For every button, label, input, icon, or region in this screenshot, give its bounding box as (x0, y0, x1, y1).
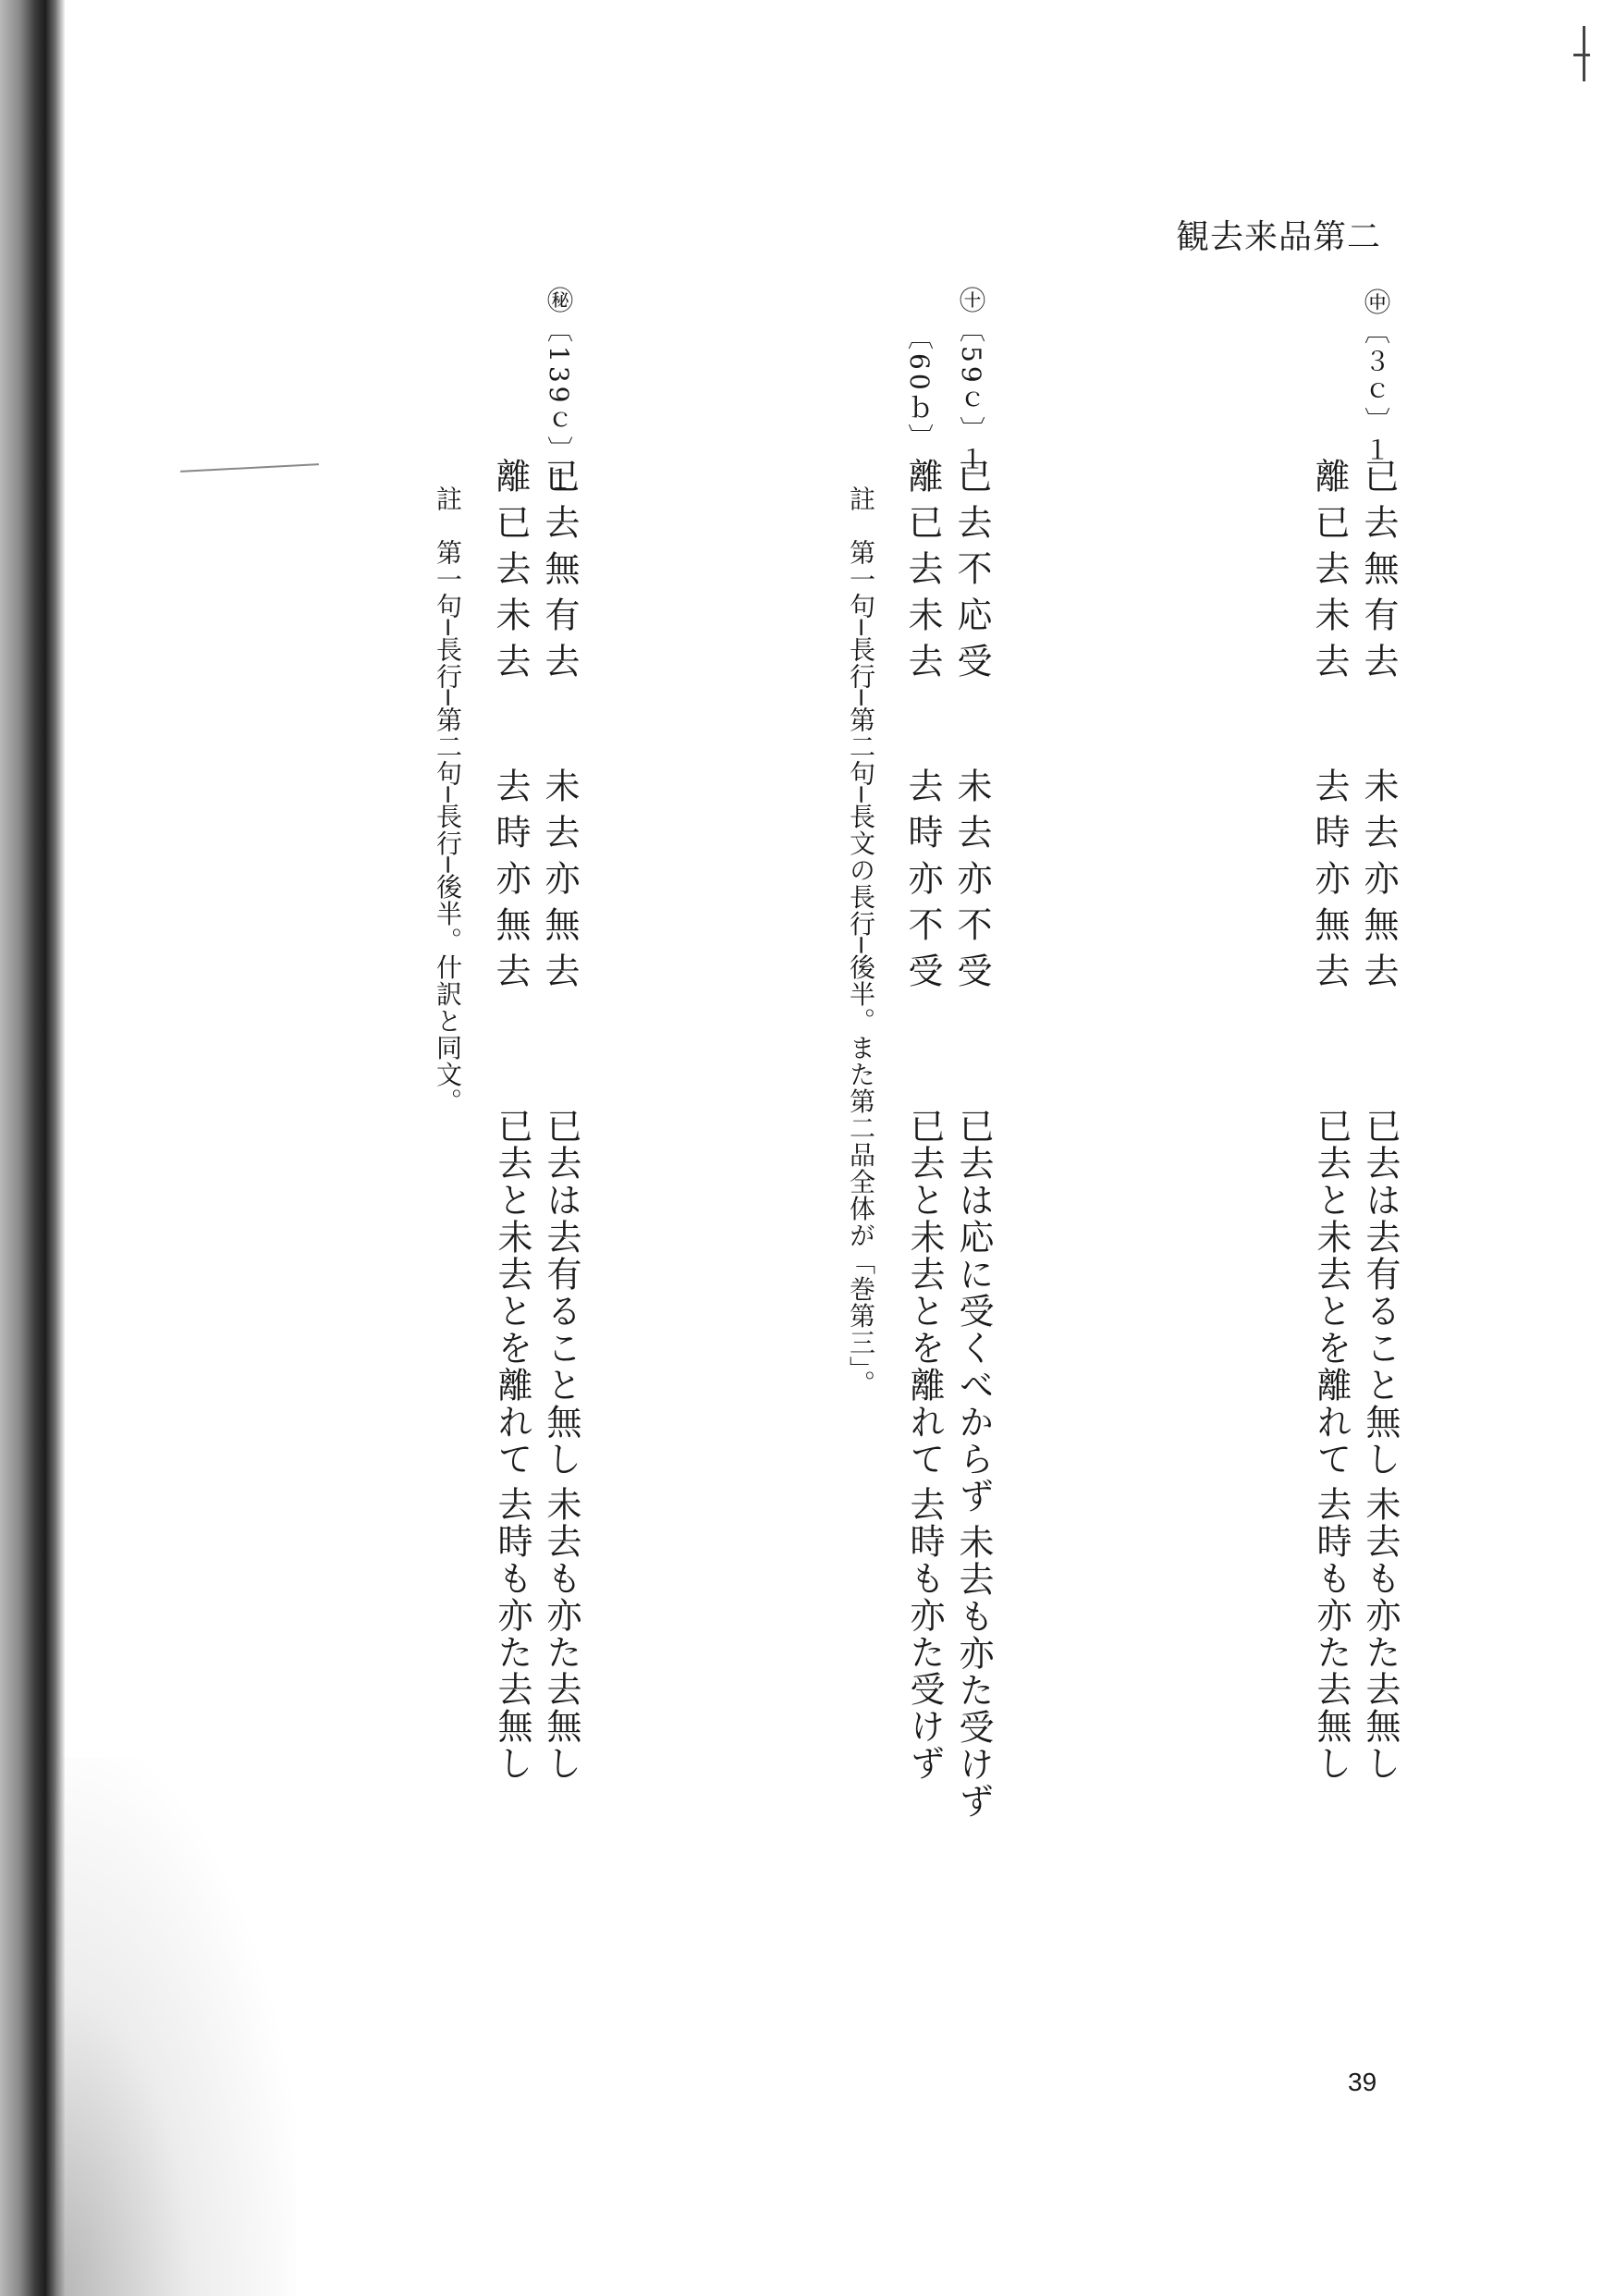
block-2-note: 註 第一句─長行─第二句─長文の長行─後半。また第二品全体が「巻第三」。 (846, 485, 876, 1397)
page-number: 39 (1348, 2068, 1377, 2096)
block-2-reference-2: 〔60ｂ〕 (904, 324, 935, 453)
block-1-verse-line1-a: 已去無有去 (1358, 458, 1399, 689)
block-2-translation-line1-b: 未去も亦た受けず (953, 1524, 994, 1820)
block-3-translation-line1-b: 未去も亦た去無し (541, 1486, 581, 1782)
crop-mark (1583, 26, 1585, 81)
block-2-translation-line2-b: 去時も亦た受けず (904, 1486, 945, 1782)
block-1-verse-line1-b: 未去亦無去 (1358, 767, 1399, 999)
block-3-translation-line2-a: 已去と未去とを離れて (492, 1108, 532, 1478)
block-2-verse-line1-b: 未去亦不受 (951, 767, 992, 999)
block-2-translation-line2-a: 已去と未去とを離れて (904, 1108, 945, 1478)
block-2-reference: ㊉〔59ｃ〕１ (956, 287, 986, 475)
block-3-verse-line2-a: 離已去未去 (490, 458, 531, 689)
block-1-translation-line1-a: 已去は去有ること無し (1360, 1108, 1401, 1478)
block-2-translation-line1-a: 已去は応に受くべからず (953, 1108, 994, 1515)
block-3-reference: ㊙〔139ｃ〕１ (544, 287, 574, 496)
block-3-translation-line2-b: 去時も亦た去無し (492, 1486, 532, 1782)
block-3-verse-line1-a: 已去無有去 (539, 458, 580, 689)
block-1-verse-line2-b: 去時亦無去 (1309, 767, 1350, 999)
block-3-verse-line2-b: 去時亦無去 (490, 767, 531, 999)
block-1-translation-line2-a: 已去と未去とを離れて (1311, 1108, 1352, 1478)
block-1-verse-line2-a: 離已去未去 (1309, 458, 1350, 689)
block-3-translation-line1-a: 已去は去有ること無し (541, 1108, 581, 1478)
block-1-translation-line2-b: 去時も亦た去無し (1311, 1486, 1352, 1782)
block-2-verse-line2-a: 離已去未去 (902, 458, 943, 689)
block-3-note: 註 第一句─長行─第二句─長行─後半。什訳と同文。 (433, 485, 463, 1115)
stray-mark (180, 463, 319, 473)
scan-shadow (55, 1757, 296, 2296)
block-2-verse-line2-b: 去時亦不受 (902, 767, 943, 999)
block-3-verse-line1-b: 未去亦無去 (539, 767, 580, 999)
block-2-verse-line1-a: 已去不応受 (951, 458, 992, 689)
running-head: 観去来品第二 (1176, 218, 1382, 256)
block-1-reference: ㊥〔３ｃ〕１ (1361, 289, 1391, 466)
block-1-translation-line1-b: 未去も亦た去無し (1360, 1486, 1401, 1782)
